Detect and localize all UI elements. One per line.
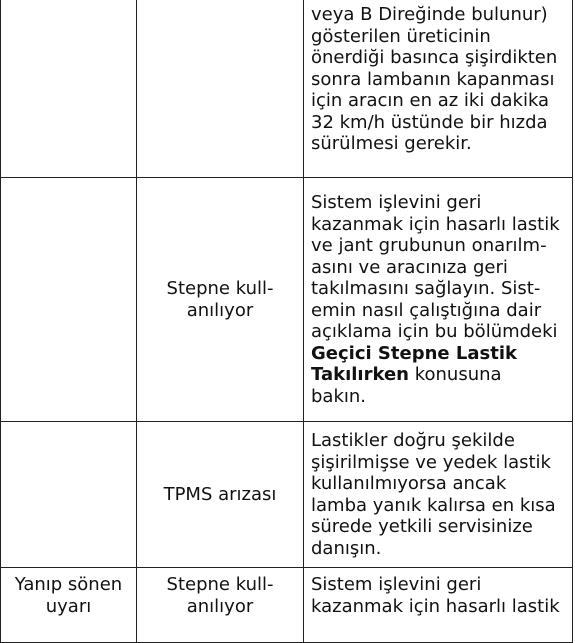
action-line-mixed — [311, 364, 566, 386]
cause-line: Stepne kull- — [166, 574, 274, 595]
condition-cell — [1, 178, 137, 422]
action-line: sürede yetkili servisinize — [311, 516, 533, 537]
condition-line: uyarı — [45, 595, 92, 617]
cause-cell — [137, 0, 304, 178]
action-line: gösterilen üreticinin — [311, 25, 491, 47]
condition-cell — [1, 568, 137, 643]
action-line: şişirilmişse ve yedek lastik — [311, 451, 551, 473]
action-line: emin nasıl çalıştığına dair — [311, 299, 542, 321]
action-line: kazanmak için hasarlı lastik — [311, 213, 560, 235]
action-line: Lastikler doğru şekilde — [311, 430, 515, 451]
action-line: veya B Direğinde bulunur) — [311, 4, 548, 25]
action-line-bold — [311, 343, 566, 365]
action-line: ve jant grubunun onarılm- — [311, 235, 547, 256]
section-reference: Geçici Stepne Lastik — [311, 342, 517, 364]
table-row — [1, 0, 573, 178]
cause-line: TPMS arızası — [163, 483, 277, 505]
cause-cell — [137, 422, 304, 568]
action-line: bakın. — [311, 385, 367, 407]
table-row — [1, 422, 573, 568]
cause-line: anılıyor — [186, 299, 254, 321]
action-text: konusuna — [408, 364, 502, 385]
action-line: kullanılmıyorsa ancak — [311, 473, 507, 494]
action-cell — [304, 568, 573, 643]
action-cell — [304, 0, 573, 178]
action-line: önerdiği basınca şişirdikten — [311, 47, 558, 68]
action-line: kazanmak için hasarlı lastik — [311, 595, 560, 617]
action-line: lamba yanık kalırsa en kısa — [311, 494, 556, 516]
action-line: asını ve aracınıza geri — [311, 256, 508, 278]
cause-line: anılıyor — [186, 595, 254, 617]
cause-cell — [137, 568, 304, 643]
action-line: danışın. — [311, 537, 382, 559]
table-row — [1, 178, 573, 422]
action-cell — [304, 422, 573, 568]
condition-cell — [1, 422, 137, 568]
action-line: açıklama için bu bölümdeki — [311, 321, 558, 342]
action-line: sonra lambanın kapanması — [311, 68, 555, 90]
action-line: Sistem işlevini geri — [311, 574, 482, 595]
action-line: sürülmesi gerekir. — [311, 133, 472, 154]
condition-line: Yanıp sönen — [14, 574, 123, 595]
cause-line: Stepne kull- — [166, 278, 274, 299]
cause-cell — [137, 178, 304, 422]
action-line: Sistem işlevini geri — [311, 192, 482, 213]
action-line: için aracın en az iki dakika — [311, 90, 550, 111]
condition-cell — [1, 0, 137, 178]
section-reference: Takılırken — [311, 364, 409, 385]
action-line: 32 km/h üstünde bir hızda — [311, 111, 548, 133]
table-row — [1, 568, 573, 643]
action-cell — [304, 178, 573, 422]
action-line: takılmasını sağlayın. Sist- — [311, 278, 541, 299]
